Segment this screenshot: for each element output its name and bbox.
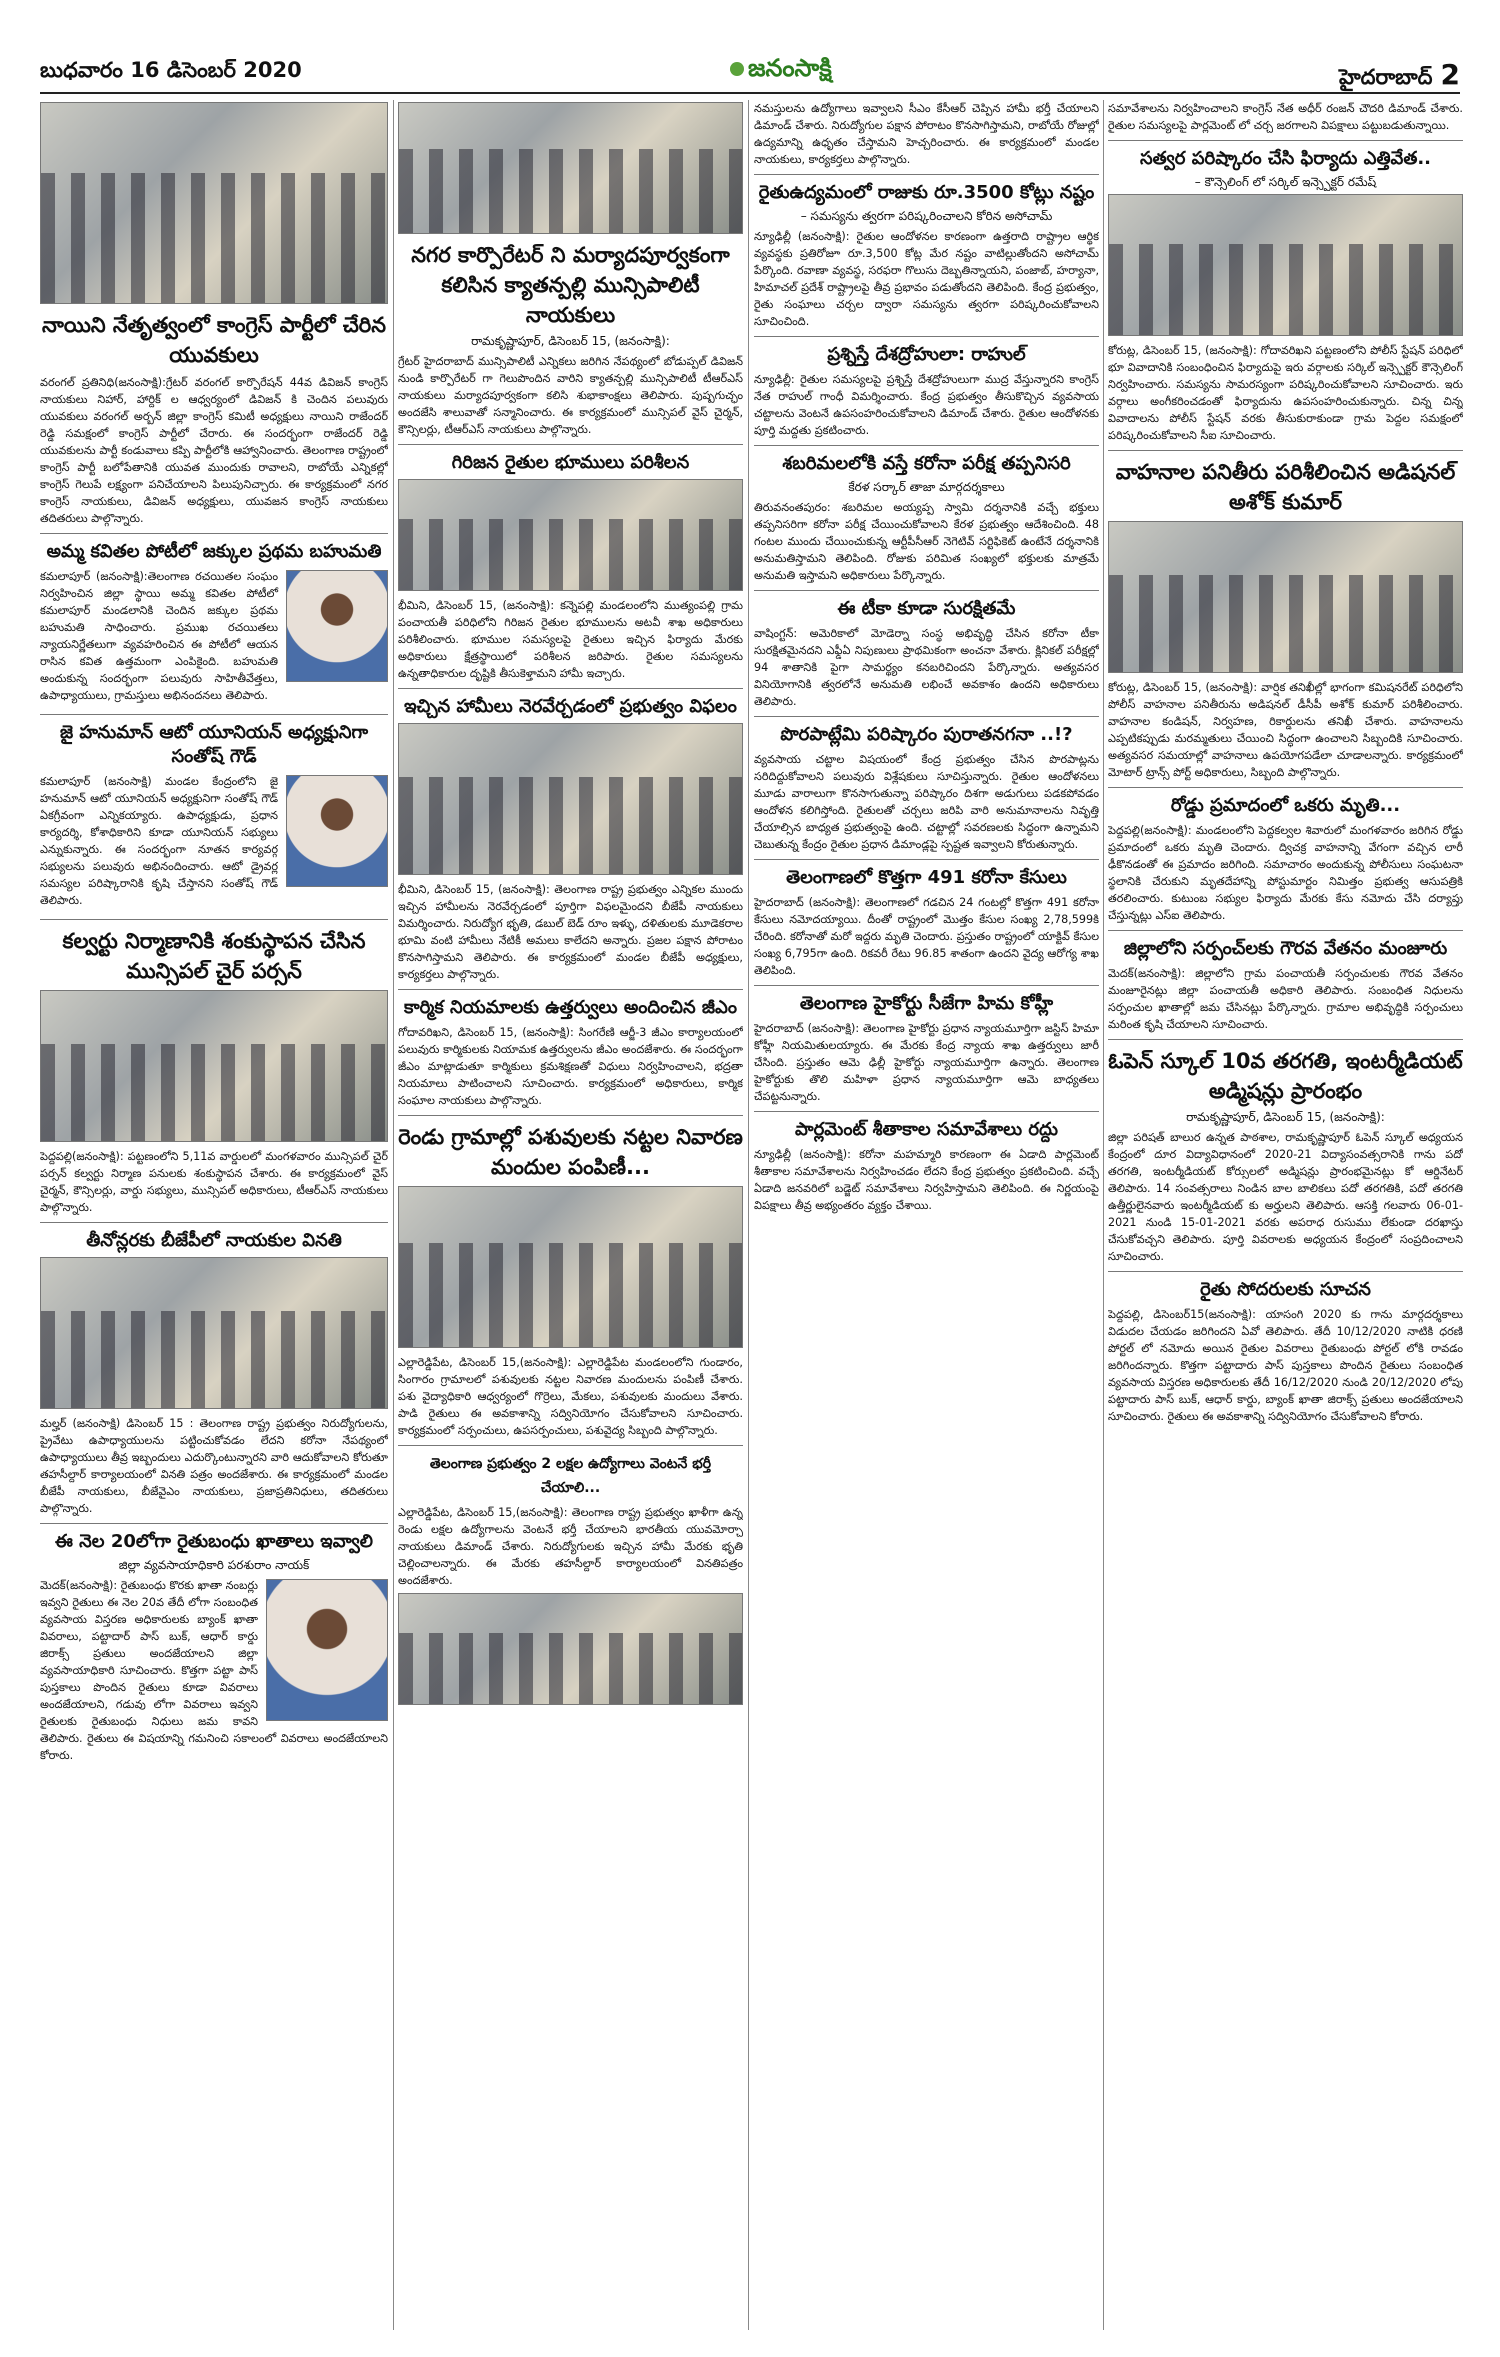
article-body: హైదరాబాద్ (జనంసాక్షి): తెలంగాణ హైకోర్టు ప్రధాన న్యాయమూర్తిగా జస్టిస్ హిమా కోహ్లీ నియమితులయ్యారు. ఈ మేరకు కేంద్ర న్యాయ శాఖ ఉత్తర్వులు జారీ చేసింది. ప్రస్తుతం ఆమె ఢిల్లీ హైకోర్టు న్యాయమూర్తిగా ఉన్నారు. తెలంగాణ హైకోర్టుకు తొలి మహిళా ప్రధాన న్యాయమూర్తిగా ఆమె బాధ్యతలు చేపట్టనున్నారు. <box>754 1022 1099 1103</box>
article-body: సమావేశాలను నిర్వహించాలని కాంగ్రెస్ నేత అధీర్ రంజన్ చౌదరి డిమాండ్ చేశారు. రైతుల సమస్యలపై పార్లమెంట్ లో చర్చ జరగాలని విపక్షాలు పట్టుబడుతున్నాయి. <box>1108 102 1463 132</box>
news-photo <box>40 990 388 1142</box>
news-photo <box>398 102 743 234</box>
headline: రెండు గ్రామాల్లో పశువులకు నట్టల నివారణ మందుల పంపిణీ... <box>398 1125 743 1179</box>
dateline: రామకృష్ణాపూర్, డిసెంబర్ 15, (జనంసాక్షి): <box>471 334 670 348</box>
headline: సత్వర పరిష్కారం చేసి ఫిర్యాదు ఎత్తివేత.. <box>1139 148 1431 169</box>
news-photo <box>40 102 388 304</box>
article-body: భీమిని, డిసెంబర్ 15, (జనంసాక్షి): తెలంగాణ రాష్ట్ర ప్రభుత్వం ఎన్నికల ముందు ఇచ్చిన హామీలను నెరవేర్చడంలో పూర్తిగా విఫలమైందని బీజేపీ నాయకులు విమర్శించారు. నిరుద్యోగ భృతి, డబుల్ బెడ్ రూం ఇళ్ళు, దళితులకు మూడెకరాల భూమి వంటి హామీలు నేటికీ అమలు కాలేదని అన్నారు. ప్రజల పక్షాన పోరాటం కొనసాగిస్తామని తెలిపారు. ఈ కార్యక్రమంలో మండల బీజేపీ అధ్యక్షులు, కార్యకర్తలు పాల్గొన్నారు. <box>398 883 743 981</box>
article-body: కమలాపూర్ (జనంసాక్షి) మండల కేంద్రంలోని జై హనుమాన్ ఆటో యూనియన్ అధ్యక్షునిగా సంతోష్ గౌడ్ ఏకగ్రీవంగా ఎన్నికయ్యారు. ఉపాధ్యక్షుడు, ప్రధాన కార్యదర్శి, కోశాధికారిని కూడా యూనియన్ సభ్యులు ఎన్నుకున్నారు. ఈ సందర్భంగా నూతన కార్యవర్గ సభ్యులను పలువురు అభినందించారు. ఆటో డ్రైవర్ల సమస్యల పరిష్కారానికి కృషి చేస్తానని సంతోష్ గౌడ్ తెలిపారు. <box>40 775 278 907</box>
headline: ప్రశ్నిస్తే దేశద్రోహులా: రాహుల్ <box>827 344 1026 365</box>
headline: ఈ టీకా కూడా సురక్షితమే <box>837 598 1016 619</box>
news-photo <box>398 723 743 875</box>
article-body: వాషింగ్టన్: అమెరికాలో మోడెర్నా సంస్థ అభివృద్ధి చేసిన కరోనా టీకా సురక్షితమైనదని ఎఫ్డీఏ నిపుణులు ప్రాథమికంగా అంచనా వేశారు. క్లినికల్ పరీక్షల్లో 94 శాతానికి పైగా సామర్థ్యం కనబరిచిందని పేర్కొన్నారు. అత్యవసర వినియోగానికి త్వరలోనే అనుమతి లభించే అవకాశం ఉందని అధికారులు తెలిపారు. <box>754 627 1099 708</box>
portrait-photo <box>286 570 388 682</box>
dateline: రామకృష్ణాపూర్, డిసెంబర్ 15, (జనంసాక్షి): <box>1186 1110 1385 1124</box>
column-1 <box>40 100 388 2350</box>
paper-name: జనంసాక్షి <box>748 54 832 82</box>
page-number: 2 <box>1440 58 1460 91</box>
subheadline: – సమస్యను త్వరగా పరిష్కరించాలని కోరిన అసోచామ్ <box>800 209 1053 223</box>
article-body: న్యూఢిల్లీ (జనంసాక్షి): రైతుల ఆందోళనల కారణంగా ఉత్తరాది రాష్ట్రాల ఆర్థిక వ్యవస్థకు ప్రతిరోజూ రూ.3,500 కోట్ల మేర నష్టం వాటిల్లుతోందని అసోచామ్ పేర్కొంది. రవాణా వ్యవస్థ, సరఫరా గొలుసు దెబ్బతిన్నాయని, పంజాబ్, హర్యానా, హిమాచల్ ప్రదేశ్ రాష్ట్రాలపై తీవ్ర ప్రభావం పడుతోందని తెలిపింది. కేంద్ర ప్రభుత్వం, రైతు సంఘాలు చర్చల ద్వారా సమస్యను త్వరగా పరిష్కరించుకోవాలని సూచించింది. <box>754 230 1099 328</box>
article-body: గోదావరిఖని, డిసెంబర్ 15, (జనంసాక్షి): సింగరేణి ఆర్జీ-3 జీఎం కార్యాలయంలో పలువురు కార్మికులకు నియామక ఉత్తర్వులను జీఎం అందజేశారు. ఈ సందర్భంగా జీఎం మాట్లాడుతూ కార్మికులు క్రమశిక్షణతో విధులు నిర్వహించాలని, భద్రతా నియమాలు పాటించాలని సూచించారు. కార్యక్రమంలో అధికారులు, కార్మిక సంఘాల నాయకులు పాల్గొన్నారు. <box>398 1026 743 1107</box>
logo-leaf-icon <box>730 62 744 76</box>
headline: తెలంగాణ హైకోర్టు సీజేగా హిమ కోహ్లీ <box>799 993 1054 1014</box>
headline: రైతు సోదరులకు సూచన <box>1200 1279 1371 1300</box>
news-photo <box>398 1593 743 1705</box>
headline: పొరపాట్లేమి పరిష్కారం పురాతనగనా ..!? <box>780 724 1073 745</box>
column-3 <box>754 100 1099 2350</box>
news-photo <box>1108 521 1463 673</box>
headline: తెలంగాణ ప్రభుత్వం 2 లక్షల ఉద్యోగాలు వెంటనే భర్తీ చేయాలి... <box>429 1456 712 1496</box>
headline: తెలంగాణలో కొత్తగా 491 కరోనా కేసులు <box>786 867 1067 888</box>
headline: జిల్లాలోని సర్పంచ్‌లకు గౌరవ వేతనం మంజూరు <box>1123 938 1448 959</box>
portrait-photo <box>266 1579 388 1721</box>
headline: గిరిజన రైతుల భూములు పరిశీలన <box>451 452 690 473</box>
headline: పార్లమెంట్ శీతాకాల సమావేశాలు రద్దు <box>795 1119 1058 1140</box>
article-body: కమలాపూర్ (జనంసాక్షి):తెలంగాణ రచయితల సంఘం నిర్వహించిన జిల్లా స్థాయి అమ్మ కవితల పోటీలో కమలాపూర్ మండలానికి చెందిన జక్కుల ప్రథమ బహుమతి సాధించారు. ప్రముఖ రచయితలు న్యాయనిర్ణేతలుగా వ్యవహరించిన ఈ పోటీలో ఆయన రాసిన కవిత ఉత్తమంగా ఎంపికైంది. బహుమతి అందుకున్న సందర్భంగా పలువురు సాహితీవేత్తలు, ఉపాధ్యాయులు, గ్రామస్తులు అభినందనలు తెలిపారు. <box>40 570 278 702</box>
headline: రోడ్డు ప్రమాదంలో ఒకరు మృతి... <box>1170 795 1401 816</box>
column-divider <box>393 100 394 2330</box>
article-body: పెద్దపల్లి, డిసెంబర్15(జనంసాక్షి): యాసంగి 2020 కు గాను మార్గదర్శకాలు విడుదల చేయడం జరిగిందని ఏవో తెలిపారు. తేదీ 10/12/2020 నాటికి ధరణి పోర్టల్ లో నమోదు అయిన రైతుల వివరాలు రైతుబంధు పోర్టల్ లోకి రావడం జరిగిందన్నారు. కొత్తగా పట్టాదారు పాస్ పుస్తకాలు పొందిన రైతులు సంబంధిత వ్యవసాయ విస్తరణ అధికారులకు తేదీ 16/12/2020 నుండి 20/12/2020 లోపు పట్టాదారు పాస్ బుక్, ఆధార్ కార్డు, బ్యాంక్ ఖాతా జిరాక్స్ ప్రతులు అందజేయాలని సూచించారు. రైతులు ఈ అవకాశాన్ని సద్వినియోగం చేసుకోవాలని కోరారు. <box>1108 1308 1463 1423</box>
column-divider <box>748 100 749 2330</box>
portrait-photo <box>286 775 388 887</box>
headline: కార్మిక నియమాలకు ఉత్తర్వులు అందించిన జీఎం <box>404 997 737 1018</box>
paper-logo <box>730 54 832 88</box>
masthead <box>40 54 1460 94</box>
article-body: మల్హర్ (జనంసాక్షి) డిసెంబర్ 15 : తెలంగాణ రాష్ట్ర ప్రభుత్వం నిరుద్యోగులను, ప్రైవేటు ఉపాధ్యాయులను పట్టించుకోవడం లేదని కరోనా నేపథ్యంలో ఉపాధ్యాయులు తీవ్ర ఇబ్బందులు ఎదుర్కొంటున్నారని వారి ఆదుకోవాలని కోరుతూ తహసీల్దార్ కార్యాలయంలో వినతి పత్రం అందజేశారు. ఈ కార్యక్రమంలో మండల బీజేపీ నాయకులు, బీజేవైఎం నాయకులు, ప్రజాప్రతినిధులు, తదితరులు పాల్గొన్నారు. <box>40 1417 388 1515</box>
article-body: గ్రేటర్ హైదరాబాద్ మున్సిపాలిటీ ఎన్నికలు జరిగిన నేపథ్యంలో బోడుప్పల్ డివిజన్ నుండి కార్పొరేటర్ గా గెలుపొందిన వారిని క్యాతన్పల్లి మున్సిపాలిటీ టీఆర్ఎస్ నాయకులు మర్యాదపూర్వకంగా కలిసి శుభాకాంక్షలు తెలిపారు. పుష్పగుచ్ఛం అందజేసి శాలువాతో సన్మానించారు. ఈ కార్యక్రమంలో మున్సిపల్ వైస్ చైర్మన్, కౌన్సిలర్లు, టీఆర్ఎస్ నాయకులు పాల్గొన్నారు. <box>398 355 743 436</box>
headline: తీనోన్లరకు బీజేపీలో నాయకుల వినతి <box>86 1230 342 1251</box>
article-body: నమస్తులను ఉద్యోగాలు ఇవ్వాలని సీఎం కేసీఆర్ చెప్పిన హామీ భర్తీ చేయాలని డిమాండ్ చేశారు. నిరుద్యోగుల పక్షాన పోరాటం కొనసాగిస్తామని, రాబోయే రోజుల్లో ఉద్యమాన్ని ఉధృతం చేస్తామని హెచ్చరించారు. ఈ కార్యక్రమంలో మండల నాయకులు, కార్యకర్తలు పాల్గొన్నారు. <box>754 102 1099 166</box>
headline: శబరిమలలోకి వస్తే కరోనా పరీక్ష తప్పనిసరి <box>782 453 1071 474</box>
news-photo <box>40 1257 388 1409</box>
article-body: భీమిని, డిసెంబర్ 15, (జనంసాక్షి): కన్నెపల్లి మండలంలోని ముత్యంపల్లి గ్రామ పంచాయతీ పరిధిలోని గిరిజన రైతుల భూములను అటవీ శాఖ అధికారులు పరిశీలించారు. భూముల సమస్యలపై రైతులు ఇచ్చిన ఫిర్యాదు మేరకు అధికారులు క్షేత్రస్థాయిలో పరిశీలన జరిపారు. రైతుల సమస్యలను ఉన్నతాధికారుల దృష్టికి తీసుకెళ్తామని హామీ ఇచ్చారు. <box>398 599 743 680</box>
city-name: హైదరాబాద్ <box>1338 65 1433 89</box>
article-body: న్యూఢిల్లీ: రైతుల సమస్యలపై ప్రశ్నిస్తే దేశద్రోహులుగా ముద్ర వేస్తున్నారని కాంగ్రెస్ నేత రాహుల్ గాంధీ విమర్శించారు. కేంద్ర ప్రభుత్వం తీసుకొచ్చిన వ్యవసాయ చట్టాలను వెంటనే ఉపసంహరించుకోవాలని డిమాండ్ చేశారు. రైతుల ఆందోళనకు పూర్తి మద్దతు ప్రకటించారు. <box>754 373 1099 437</box>
article-body: మెదక్(జనంసాక్షి): రైతుబంధు కొరకు ఖాతా నంబర్లు ఇవ్వని రైతులు ఈ నెల 20వ తేదీ లోగా సంబంధిత వ్యవసాయ విస్తరణ అధికారులకు బ్యాంక్ ఖాతా వివరాలు, పట్టాదార్ పాస్ బుక్, ఆధార్ కార్డు జిరాక్స్ ప్రతులు అందజేయాలని జిల్లా వ్యవసాయాధికారి సూచించారు. కొత్తగా పట్టా పాస్ పుస్తకాలు పొందిన రైతులు కూడా వివరాలు అందజేయాలని, గడువు లోగా వివరాలు ఇవ్వని రైతులకు రైతుబంధు నిధులు జమ కావని తెలిపారు. రైతులు ఈ విషయాన్ని గమనించి సకాలంలో వివరాలు అందజేయాలని కోరారు. <box>40 1579 388 1762</box>
article-body: మెదక్(జనంసాక్షి): జిల్లాలోని గ్రామ పంచాయతీ సర్పంచులకు గౌరవ వేతనం మంజూరైనట్లు జిల్లా పంచాయతీ అధికారి తెలిపారు. సంబంధిత నిధులను సర్పంచుల ఖాతాల్లో జమ చేసినట్లు పేర్కొన్నారు. గ్రామాల అభివృద్ధికి సర్పంచులు మరింత కృషి చేయాలని సూచించారు. <box>1108 967 1463 1031</box>
article-body: ఎల్లారెడ్డిపేట, డిసెంబర్ 15,(జనంసాక్షి): ఎల్లారెడ్డిపేట మండలంలోని గుండారం, సింగారం గ్రామాలలో పశువులకు నట్టల నివారణ మందులను పంపిణీ చేశారు. పశు వైద్యాధికారి ఆధ్వర్యంలో గొర్రెలు, మేకలు, పశువులకు మందులు వేశారు. పాడి రైతులు ఈ అవకాశాన్ని సద్వినియోగం చేసుకోవాలని సూచించారు. కార్యక్రమంలో సర్పంచులు, ఉపసర్పంచులు, పశువైద్య సిబ్బంది పాల్గొన్నారు. <box>398 1356 743 1437</box>
column-divider <box>1103 100 1104 2330</box>
headline: జై హనుమాన్ ఆటో యూనియన్ అధ్యక్షునిగా సంతోష్ గౌడ్ <box>59 722 369 767</box>
article-body: కోరుట్ల, డిసెంబర్ 15, (జనంసాక్షి): వార్షిక తనిఖీల్లో భాగంగా కమిషనరేట్ పరిధిలోని పోలీస్ వాహనాల పనితీరును అడిషనల్ డీసీపీ అశోక్ కుమార్ పరిశీలించారు. వాహనాల కండిషన్, నిర్వహణ, రికార్డులను తనిఖీ చేశారు. వాహనాలను ఎప్పటికప్పుడు మరమ్మతులు చేయించి సిద్ధంగా ఉంచాలని సిబ్బందికి సూచించారు. అత్యవసర సమయాల్లో వాహనాలు ఉపయోగపడేలా చూడాలన్నారు. కార్యక్రమంలో మోటార్ ట్రాన్స్ పోర్ట్ అధికారులు, సిబ్బంది పాల్గొన్నారు. <box>1108 681 1463 779</box>
headline: రైతుఉద్యమంలో రాజుకు రూ.3500 కోట్లు నష్టం <box>758 182 1095 203</box>
article-body: హైదరాబాద్ (జనంసాక్షి): తెలంగాణలో గడచిన 24 గంటల్లో కొత్తగా 491 కరోనా కేసులు నమోదయ్యాయి. దీంతో రాష్ట్రంలో మొత్తం కేసుల సంఖ్య 2,78,599కి చేరింది. కరోనాతో మరో ఇద్దరు మృతి చెందారు. ప్రస్తుతం రాష్ట్రంలో యాక్టివ్ కేసుల సంఖ్య 6,795గా ఉంది. రికవరీ రేటు 96.85 శాతంగా ఉందని వైద్య ఆరోగ్య శాఖ తెలిపింది. <box>754 896 1099 977</box>
article-body: వ్యవసాయ చట్టాల విషయంలో కేంద్ర ప్రభుత్వం చేసిన పొరపాట్లను సరిదిద్దుకోవాలని పలువురు విశ్లేషకులు సూచిస్తున్నారు. రైతుల ఆందోళనలు మూడు వారాలుగా కొనసాగుతున్నా పరిష్కారం దిశగా అడుగులు పడకపోవడం ఆందోళన కలిగిస్తోంది. రైతులతో చర్చలు జరిపి వారి అనుమానాలను నివృత్తి చేయాల్సిన బాధ్యత ప్రభుత్వంపై ఉంది. చట్టాల్లో సవరణలకు సిద్ధంగా ఉన్నామని చెబుతున్న కేంద్రం రైతుల ప్రధాన డిమాండ్లపై స్పష్టత ఇవ్వాలని కోరుతున్నారు. <box>754 753 1099 851</box>
article-body: జిల్లా పరిషత్ బాలుర ఉన్నత పాఠశాల, రామకృష్ణాపూర్ ఓపెన్ స్కూల్ అధ్యయన కేంద్రంలో దూర విద్యావిధానంలో 2020-21 విద్యాసంవత్సరానికి గాను పదో తరగతి, ఇంటర్మీడియట్ కోర్సులలో అడ్మిషన్లు ప్రారంభమైనట్లు కో ఆర్డినేటర్ తెలిపారు. 14 సంవత్సరాలు నిండిన బాల బాలికలు పదో తరగతికి, పదో తరగతి ఉత్తీర్ణులైనవారు ఇంటర్మీడియట్ కు అర్హులని తెలిపారు. ఆసక్తి గలవారు 06-01-2021 నుండి 15-01-2021 వరకు అపరాధ రుసుము లేకుండా దరఖాస్తు చేసుకోవచ్చని తెలిపారు. పూర్తి వివరాలకు అధ్యయన కేంద్రంలో సంప్రదించాలని సూచించారు. <box>1108 1131 1463 1263</box>
article-body: తిరువనంతపురం: శబరిమల అయ్యప్ప స్వామి దర్శనానికి వచ్చే భక్తులు తప్పనిసరిగా కరోనా పరీక్ష చేయించుకోవాలని కేరళ ప్రభుత్వం ఆదేశించింది. 48 గంటల ముందు చేయించుకున్న ఆర్టీపీసీఆర్ నెగెటివ్ సర్టిఫికెట్ ఉంటేనే దర్శనానికి అనుమతిస్తామని తెలిపింది. రోజుకు పరిమిత సంఖ్యలో భక్తులకు మాత్రమే అనుమతి ఇస్తామని అధికారులు పేర్కొన్నారు. <box>754 501 1099 582</box>
headline: ఇచ్చిన హామీలు నెరవేర్చడంలో ప్రభుత్వం విఫలం <box>404 696 737 717</box>
headline: ఈ నెల 20లోగా రైతుబంధు ఖాతాలు ఇవ్వాలి <box>55 1531 373 1552</box>
news-photo <box>398 1186 743 1348</box>
issue-date: బుధవారం 16 డిసెంబర్ 2020 <box>40 58 302 82</box>
headline: నగర కార్పొరేటర్ ని మర్యాదపూర్వకంగా కలిసిన క్యాతన్పల్లి మున్సిపాలిటీ నాయకులు <box>411 243 730 327</box>
headline: అమ్మ కవితల పోటీలో జక్కుల ప్రథమ బహుమతి <box>46 541 382 562</box>
column-2 <box>398 100 743 2350</box>
subheadline: జిల్లా వ్యవసాయాధికారి పరశురాం నాయక్ <box>118 1558 310 1572</box>
article-body: కోరుట్ల, డిసెంబర్ 15, (జనంసాక్షి): గోదావరిఖని పట్టణంలోని పోలీస్ స్టేషన్ పరిధిలో భూ వివాదానికి సంబంధించిన ఫిర్యాదుపై ఇరు వర్గాలకు సర్కిల్ ఇన్స్పెక్టర్ కౌన్సెలింగ్ నిర్వహించారు. సమస్యను సామరస్యంగా పరిష్కరించుకోవాలని సూచించారు. ఇరు వర్గాలు అంగీకరించడంతో ఫిర్యాదును ఉపసంహరించుకున్నారు. చిన్న చిన్న వివాదాలను పోలీస్ స్టేషన్ వరకు తీసుకురాకుండా గ్రామ పెద్దల సమక్షంలో పరిష్కరించుకోవాలని సీఐ సూచించారు. <box>1108 344 1463 442</box>
article-body: న్యూఢిల్లీ (జనంసాక్షి): కరోనా మహమ్మారి కారణంగా ఈ ఏడాది పార్లమెంట్ శీతాకాల సమావేశాలను నిర్వహించడం లేదని కేంద్ర ప్రభుత్వం ప్రకటించింది. వచ్చే ఏడాది జనవరిలో బడ్జెట్ సమావేశాలు నిర్వహిస్తామని తెలిపింది. ఈ నిర్ణయంపై విపక్షాలు తీవ్ర అభ్యంతరం వ్యక్తం చేశాయి. <box>754 1148 1099 1212</box>
column-4 <box>1108 100 1463 2350</box>
headline: కల్వర్టు నిర్మాణానికి శంకుస్థాపన చేసిన మున్సిపల్ చైర్ పర్సన్ <box>62 929 366 983</box>
article-body: పెద్దపల్లి(జనంసాక్షి): పట్టణంలోని 5,11వ వార్డులలో మంగళవారం మున్సిపల్ చైర్ పర్సన్ కల్వర్టు నిర్మాణ పనులకు శంకుస్థాపన చేశారు. ఈ కార్యక్రమంలో వైస్ చైర్మన్, కౌన్సిలర్లు, వార్డు సభ్యులు, మున్సిపల్ అధికారులు, టీఆర్ఎస్ నాయకులు పాల్గొన్నారు. <box>40 1150 388 1214</box>
headline: ఓపెన్ స్కూల్ 10వ తరగతి, ఇంటర్మీడియట్ అడ్మిషన్లు ప్రారంభం <box>1108 1049 1463 1103</box>
headline: నాయిని నేతృత్వంలో కాంగ్రెస్ పార్టీలో చేరిన యువకులు <box>42 313 386 367</box>
headline: వాహనాల పనితీరు పరిశీలించిన అడిషనల్ అశోక్ కుమార్ <box>1115 460 1456 514</box>
article-body: ఎల్లారెడ్డిపేట, డిసెంబర్ 15,(జనంసాక్షి): తెలంగాణ రాష్ట్ర ప్రభుత్వం ఖాళీగా ఉన్న రెండు లక్షల ఉద్యోగాలను వెంటనే భర్తీ చేయాలని భారతీయ యువమోర్చా నాయకులు డిమాండ్ చేశారు. నిరుద్యోగులకు ఇచ్చిన హామీ మేరకు భృతి చెల్లించాలన్నారు. ఈ మేరకు తహసీల్దార్ కార్యాలయంలో వినతిపత్రం అందజేశారు. <box>398 1506 743 1587</box>
news-photo <box>398 479 743 591</box>
article-body: వరంగల్ ప్రతినిధి(జనంసాక్షి):గ్రేటర్ వరంగల్ కార్పొరేషన్ 44వ డివిజన్ కాంగ్రెస్ నాయకులు నిహార్, హార్దిక్ ల ఆధ్వర్యంలో డివిజన్ కి చెందిన పలువురు యువకులు వరంగల్ అర్బన్ జిల్లా కాంగ్రెస్ కమిటీ అధ్యక్షులు నాయిని రాజేందర్ రెడ్డి సమక్షంలో కాంగ్రెస్ పార్టీలో చేరారు. ఈ సందర్భంగా రాజేందర్ రెడ్డి యువకులను పార్టీ కండువాలు కప్పి పార్టీలోకి ఆహ్వానించారు. తెలంగాణ రాష్ట్రంలో కాంగ్రెస్ పార్టీ బలోపేతానికి యువత ముందుకు రావాలని, రాబోయే ఎన్నికల్లో కాంగ్రెస్ గెలుపే లక్ష్యంగా పనిచేయాలని పిలుపునిచ్చారు. ఈ కార్యక్రమంలో నగర కాంగ్రెస్ నాయకులు, డివిజన్ అధ్యక్షులు, యువజన కాంగ్రెస్ నాయకులు తదితరులు పాల్గొన్నారు. <box>40 376 388 525</box>
subheadline: – కౌన్సెలింగ్ లో సర్కిల్ ఇన్స్పెక్టర్ రమేష్ <box>1194 175 1377 189</box>
subheadline: కేరళ సర్కార్ తాజా మార్గదర్శకాలు <box>848 480 1005 494</box>
news-photo <box>1108 194 1463 336</box>
article-body: పెద్దపల్లి(జనంసాక్షి): మండలంలోని పెద్దకల్వల శివారులో మంగళవారం జరిగిన రోడ్డు ప్రమాదంలో ఒకరు మృతి చెందారు. ద్విచక్ర వాహనాన్ని వేగంగా వచ్చిన లారీ ఢీకొనడంతో ఈ ప్రమాదం జరిగింది. సమాచారం అందుకున్న పోలీసులు సంఘటనా స్థలానికి చేరుకుని మృతదేహాన్ని పోస్టుమార్టం నిమిత్తం ప్రభుత్వ ఆసుపత్రికి తరలించారు. కుటుంబ సభ్యుల ఫిర్యాదు మేరకు కేసు నమోదు చేసి దర్యాప్తు చేస్తున్నట్లు ఎస్ఐ తెలిపారు. <box>1108 824 1463 922</box>
edition-info <box>1339 58 1460 95</box>
